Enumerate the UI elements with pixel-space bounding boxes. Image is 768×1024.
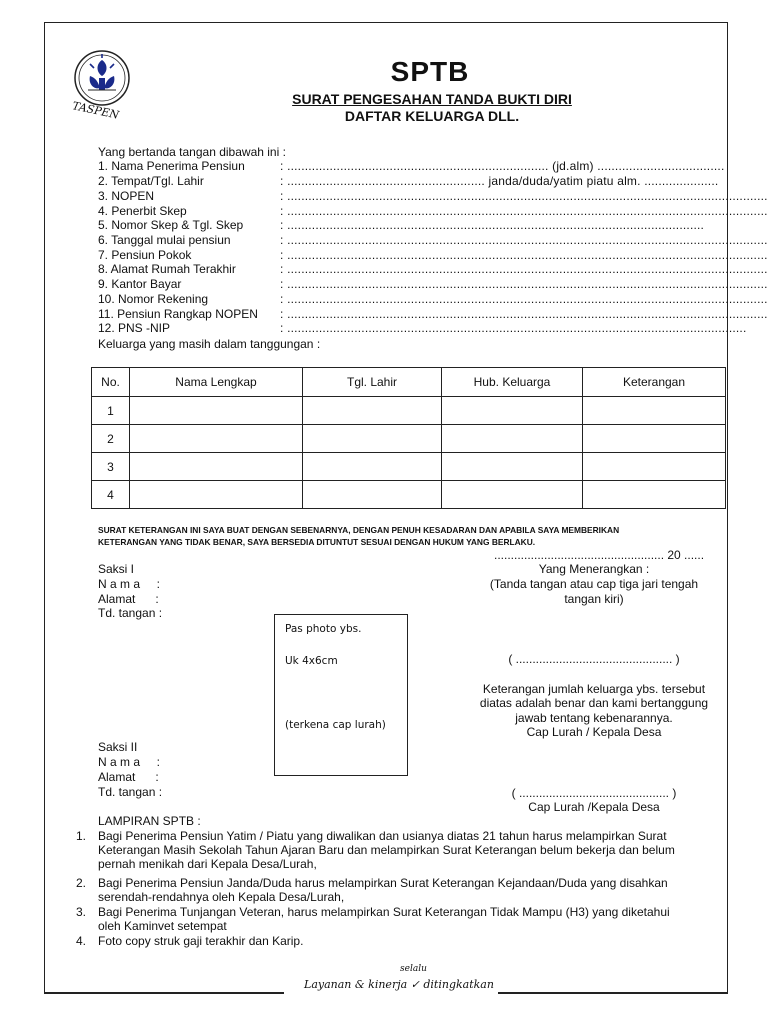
attachment-num: 4. — [76, 934, 87, 948]
footer-selalu: selalu — [400, 964, 427, 974]
field-label: 4. Penerbit Skep — [98, 204, 187, 218]
field-label: 1. Nama Penerima Pensiun — [98, 159, 245, 173]
attachment-text — [98, 829, 724, 871]
footer-line-left — [44, 992, 284, 994]
date-line[interactable]: ................................................... 20 ...... — [494, 548, 705, 562]
table-row — [92, 453, 726, 481]
cell-relation[interactable] — [442, 481, 583, 509]
cap-lurah-label: Cap Lurah /Kepala Desa — [528, 800, 660, 814]
cell-relation[interactable] — [442, 453, 583, 481]
cell-name[interactable] — [130, 425, 303, 453]
table-row — [92, 481, 726, 509]
field-value[interactable]: : ........................................................ janda/duda/yatim piatu alm. ..................... — [280, 174, 719, 188]
field-value[interactable]: : ........................................................................................................................................ — [280, 248, 768, 262]
lurah-statement-2: diatas adalah benar dan kami bertanggung — [479, 696, 709, 710]
field-value[interactable]: : ...................................................................................................................... — [280, 218, 705, 232]
cell-dob[interactable] — [303, 425, 442, 453]
frame-left-border — [44, 22, 45, 992]
row-number: 4 — [92, 481, 130, 509]
frame-top-border — [44, 22, 728, 23]
attachment-line: Foto copy struk gaji terakhir dan Karip. — [98, 934, 304, 948]
lurah-statement-1: Keterangan jumlah keluarga ybs. tersebut — [482, 682, 706, 696]
field-label: 8. Alamat Rumah Terakhir — [98, 262, 236, 276]
table-header-row — [92, 368, 726, 397]
form-intro: Yang bertanda tangan dibawah ini : — [98, 145, 286, 159]
thumb-note-2: tangan kiri) — [564, 592, 624, 606]
field-label: 11. Pensiun Rangkap NOPEN — [98, 307, 258, 321]
col-header-no: No. — [92, 368, 130, 397]
page-title: SPTB — [390, 56, 470, 87]
col-header-notes: Keterangan — [583, 368, 726, 397]
field-value[interactable]: : ........................................................................................................................................ — [280, 292, 768, 306]
attachment-line: serendah-rendahnya oleh Kepala Desa/Lurah, — [98, 890, 345, 904]
attachment-line: pernah menikah dari Kepala Desa/Lurah, — [98, 857, 317, 871]
cell-dob[interactable] — [303, 453, 442, 481]
photo-label: Pas photo ybs. — [285, 623, 362, 635]
footer-motto: Layanan & kinerja ✓ ditingkatkan — [304, 978, 494, 991]
signature-blank-2[interactable]: ( ............................................. ) — [511, 786, 677, 800]
statement-line: SURAT KETERANGAN INI SAYA BUAT DENGAN SEBENARNYA, DENGAN PENUH KESADARAN DAN APABILA SAYA MEMBERIKAN — [98, 525, 620, 535]
witness-2-name: N a m a : — [98, 755, 161, 769]
family-table — [91, 367, 726, 509]
attachment-num: 2. — [76, 876, 87, 890]
cell-notes[interactable] — [583, 481, 726, 509]
frame-right-border — [727, 22, 728, 992]
witness-1-name: N a m a : — [98, 577, 161, 591]
photo-note: (terkena cap lurah) — [285, 719, 386, 731]
field-label: 10. Nomor Rekening — [98, 292, 209, 306]
field-value[interactable]: : .................................................................................................................................. — [280, 321, 747, 335]
cell-notes[interactable] — [583, 425, 726, 453]
attachment-text — [98, 876, 724, 904]
lurah-statement-3: jawab tentang kebenarannya. — [515, 711, 673, 725]
field-label: 3. NOPEN — [98, 189, 155, 203]
cell-relation[interactable] — [442, 425, 583, 453]
row-number: 1 — [92, 397, 130, 425]
photo-size: Uk 4x6cm — [285, 655, 338, 667]
col-header-dob: Tgl. Lahir — [303, 368, 442, 397]
col-header-name: Nama Lengkap — [130, 368, 303, 397]
witness-2-sign: Td. tangan : — [98, 785, 163, 799]
field-label: 2. Tempat/Tgl. Lahir — [98, 174, 204, 188]
witness-1-title: Saksi I — [98, 562, 135, 576]
field-label: 7. Pensiun Pokok — [98, 248, 192, 262]
cell-name[interactable] — [130, 453, 303, 481]
signature-blank-1[interactable]: ( ............................................... ) — [508, 652, 680, 666]
declarant-label: Yang Menerangkan : — [538, 562, 650, 576]
attachment-line: Bagi Penerima Pensiun Janda/Duda harus melampirkan Surat Keterangan Kejandaan/Duda yang disahkan — [98, 876, 668, 890]
witness-2-title: Saksi II — [98, 740, 138, 754]
attachment-line: Bagi Penerima Tunjangan Veteran, harus melampirkan Surat Keterangan Tidak Mampu (H3) yang diketahui — [98, 905, 670, 919]
field-label: 6. Tanggal mulai pensiun — [98, 233, 231, 247]
table-row — [92, 425, 726, 453]
page-subtitle: SURAT PENGESAHAN TANDA BUKTI DIRI — [292, 91, 572, 107]
declaration-statement — [98, 524, 718, 548]
attachment-item — [76, 905, 726, 935]
field-value[interactable]: : ........................................................................................................................................ — [280, 307, 768, 321]
photo-box — [274, 614, 408, 776]
row-number: 2 — [92, 425, 130, 453]
attachment-item — [76, 934, 726, 950]
attachment-text — [98, 934, 724, 948]
attachment-line: Keterangan Masih Sekolah Tahun Ajaran Baru dan melampirkan Surat Keterangan belum bekerja dan belum — [98, 843, 675, 857]
col-header-relation: Hub. Keluarga — [442, 368, 583, 397]
witness-2-address: Alamat : — [98, 770, 159, 784]
cell-notes[interactable] — [583, 397, 726, 425]
field-label: 9. Kantor Bayar — [98, 277, 182, 291]
attachment-item — [76, 829, 726, 873]
field-value[interactable]: : ........................................................................................................................................ — [280, 233, 768, 247]
field-value[interactable]: : ........................................................................................................................................ — [280, 189, 768, 203]
lurah-statement-4: Cap Lurah / Kepala Desa — [526, 725, 662, 739]
cell-relation[interactable] — [442, 397, 583, 425]
field-value[interactable]: : ........................................................................................................................................ — [280, 204, 768, 218]
family-intro: Keluarga yang masih dalam tanggungan : — [98, 337, 321, 351]
cell-name[interactable] — [130, 481, 303, 509]
table-row — [92, 397, 726, 425]
cell-dob[interactable] — [303, 397, 442, 425]
footer-line-right — [498, 992, 728, 994]
attachment-item — [76, 876, 726, 906]
page-subtitle-2: DAFTAR KELUARGA DLL. — [344, 108, 520, 124]
field-value[interactable]: : ........................................................................................................................................ — [280, 262, 768, 276]
field-label: 12. PNS -NIP — [98, 321, 171, 335]
cell-name[interactable] — [130, 397, 303, 425]
witness-1-sign: Td. tangan : — [98, 606, 163, 620]
cell-notes[interactable] — [583, 453, 726, 481]
attachment-text — [98, 905, 724, 933]
thumb-note: (Tanda tangan atau cap tiga jari tengah — [489, 577, 699, 591]
attachment-num: 1. — [76, 829, 87, 843]
field-value[interactable]: : .......................................................................... (jd.alm) .................................... — [280, 159, 725, 173]
witness-1-address: Alamat : — [98, 592, 159, 606]
attachment-line: oleh Kaminvet setempat — [98, 919, 227, 933]
statement-line: KETERANGAN YANG TIDAK BENAR, SAYA BERSEDIA DITUNTUT SESUAI DENGAN HUKUM YANG BERLAKU. — [98, 537, 536, 547]
attachment-num: 3. — [76, 905, 87, 919]
cell-dob[interactable] — [303, 481, 442, 509]
attachment-line: Bagi Penerima Pensiun Yatim / Piatu yang diwalikan dan usianya diatas 21 tahun harus melampirkan Surat — [98, 829, 667, 843]
logo-text: TASPEN — [71, 99, 121, 122]
attachments-title: LAMPIRAN SPTB : — [98, 814, 201, 828]
field-label: 5. Nomor Skep & Tgl. Skep — [98, 218, 244, 232]
field-value[interactable]: : ........................................................................................................................................ — [280, 277, 768, 291]
row-number: 3 — [92, 453, 130, 481]
